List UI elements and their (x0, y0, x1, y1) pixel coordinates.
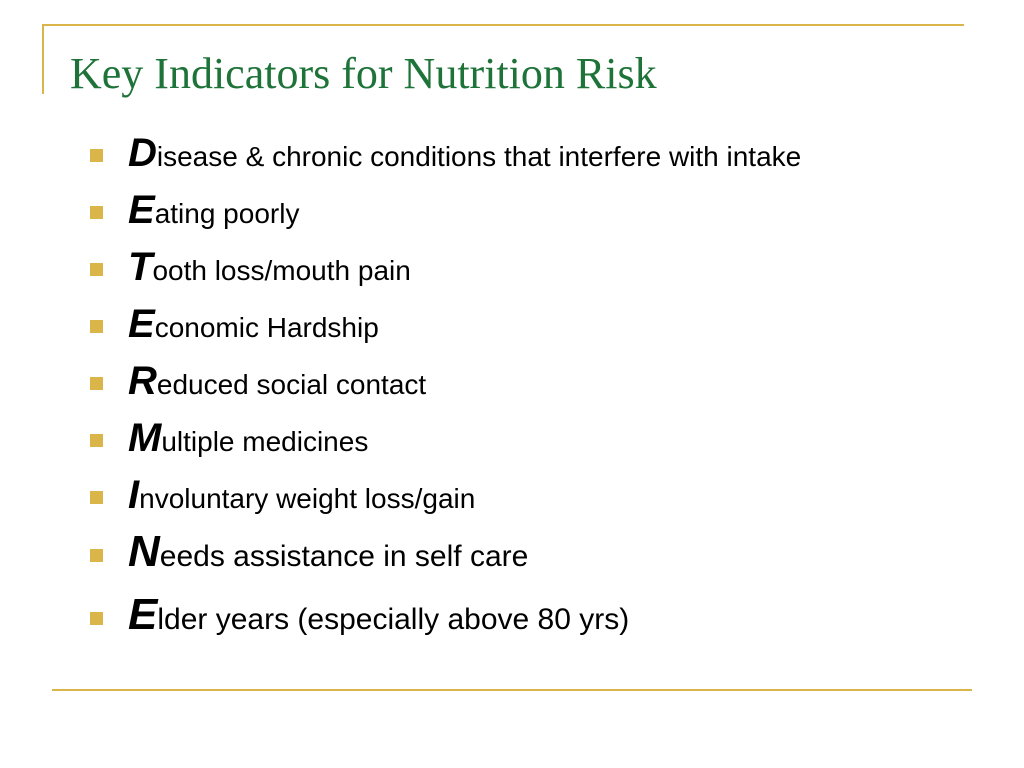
frame-bottom-rule (52, 689, 972, 691)
square-bullet-icon (90, 320, 103, 333)
list-item (90, 242, 1010, 299)
item-initial: I (128, 473, 140, 517)
item-text: ultiple medicines (161, 426, 369, 457)
item-initial: D (128, 131, 157, 175)
item-text: ating poorly (154, 198, 300, 229)
list-item (90, 128, 1010, 185)
square-bullet-icon (90, 491, 103, 504)
list-item (90, 299, 1010, 356)
item-text: ooth loss/mouth pain (152, 255, 411, 286)
list-item (90, 590, 1010, 653)
item-initial: E (128, 590, 158, 639)
list-item (90, 527, 1010, 590)
item-initial: E (128, 188, 155, 232)
item-text: eeds assistance in self care (159, 540, 529, 573)
list-item (90, 185, 1010, 242)
square-bullet-icon (90, 612, 103, 625)
square-bullet-icon (90, 377, 103, 390)
item-text: isease & chronic conditions that interfere with intake (156, 141, 802, 172)
item-text: educed social contact (156, 369, 427, 400)
frame-top-rule (42, 24, 964, 26)
list-item (90, 413, 1010, 470)
square-bullet-icon (90, 206, 103, 219)
item-initial: R (128, 359, 157, 403)
item-initial: E (128, 302, 155, 346)
square-bullet-icon (90, 263, 103, 276)
item-initial: M (128, 416, 162, 460)
item-text: nvoluntary weight loss/gain (139, 483, 476, 514)
square-bullet-icon (90, 549, 103, 562)
slide-title: Key Indicators for Nutrition Risk (70, 49, 657, 98)
frame-left-rule (42, 24, 44, 94)
square-bullet-icon (90, 434, 103, 447)
list-item (90, 356, 1010, 413)
item-text: conomic Hardship (154, 312, 379, 343)
square-bullet-icon (90, 149, 103, 162)
item-initial: T (128, 245, 153, 289)
list-item (90, 470, 1010, 527)
item-text: lder years (especially above 80 yrs) (157, 603, 630, 636)
item-initial: N (128, 527, 160, 576)
indicator-list (90, 128, 1010, 653)
